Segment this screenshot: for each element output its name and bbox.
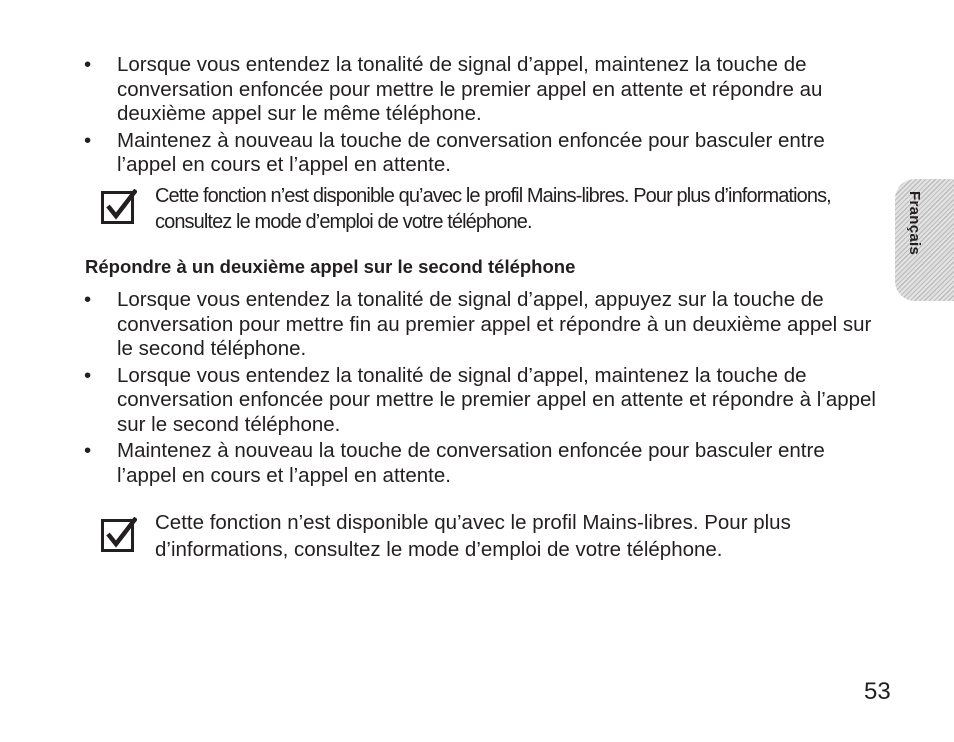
list-item (0, 439, 887, 488)
section-heading: Répondre à un deuxième appel sur le second téléphone (85, 256, 576, 277)
page-number: 53 (864, 678, 891, 705)
bullet-list-2 (0, 288, 887, 490)
list-item (0, 53, 887, 127)
bullet-dot: • (84, 363, 92, 387)
list-item-text: Lorsque vous entendez la tonalité de signal d’appel, maintenez la touche de conversation enfoncée pour mettre le premier appel en attente et répondre au deuxième appel sur le même téléphone. (117, 53, 823, 125)
bullet-dot: • (84, 53, 92, 76)
list-item-text: Lorsque vous entendez la tonalité de signal d’appel, maintenez la touche de conversation enfoncée pour mettre le premier appel en attente et répondre à l’appel sur le second téléphone. (117, 363, 876, 436)
list-item (0, 364, 887, 438)
note-text: Cette fonction n’est disponible qu’avec le profil Mains-libres. Pour plus d’informations, consultez le mode d’emploi de votre téléphone. (155, 185, 831, 233)
checkbox-check-icon (101, 189, 137, 225)
note-text: Cette fonction n’est disponible qu’avec le profil Mains-libres. Pour plus d’informations, consultez le mode d’emploi de votre téléphone. (155, 511, 791, 561)
list-item-text: Maintenez à nouveau la touche de conversation enfoncée pour basculer entre l’appel en cours et l’appel en attente. (117, 128, 825, 176)
list-item (0, 288, 887, 362)
list-item-text: Maintenez à nouveau la touche de conversation enfoncée pour basculer entre l’appel en cours et l’appel en attente. (117, 439, 825, 487)
bullet-dot: • (84, 288, 92, 311)
list-item (0, 129, 887, 178)
language-tab-label: Français (906, 191, 923, 256)
bullet-list-1 (0, 53, 887, 180)
list-item-text: Lorsque vous entendez la tonalité de signal d’appel, appuyez sur la touche de conversation pour mettre fin au premier appel et répondre à un deuxième appel sur le second téléphone. (117, 288, 872, 360)
bullet-dot: • (84, 128, 92, 152)
language-tab (895, 179, 954, 301)
bullet-dot: • (84, 439, 92, 462)
checkbox-check-icon (101, 517, 137, 553)
